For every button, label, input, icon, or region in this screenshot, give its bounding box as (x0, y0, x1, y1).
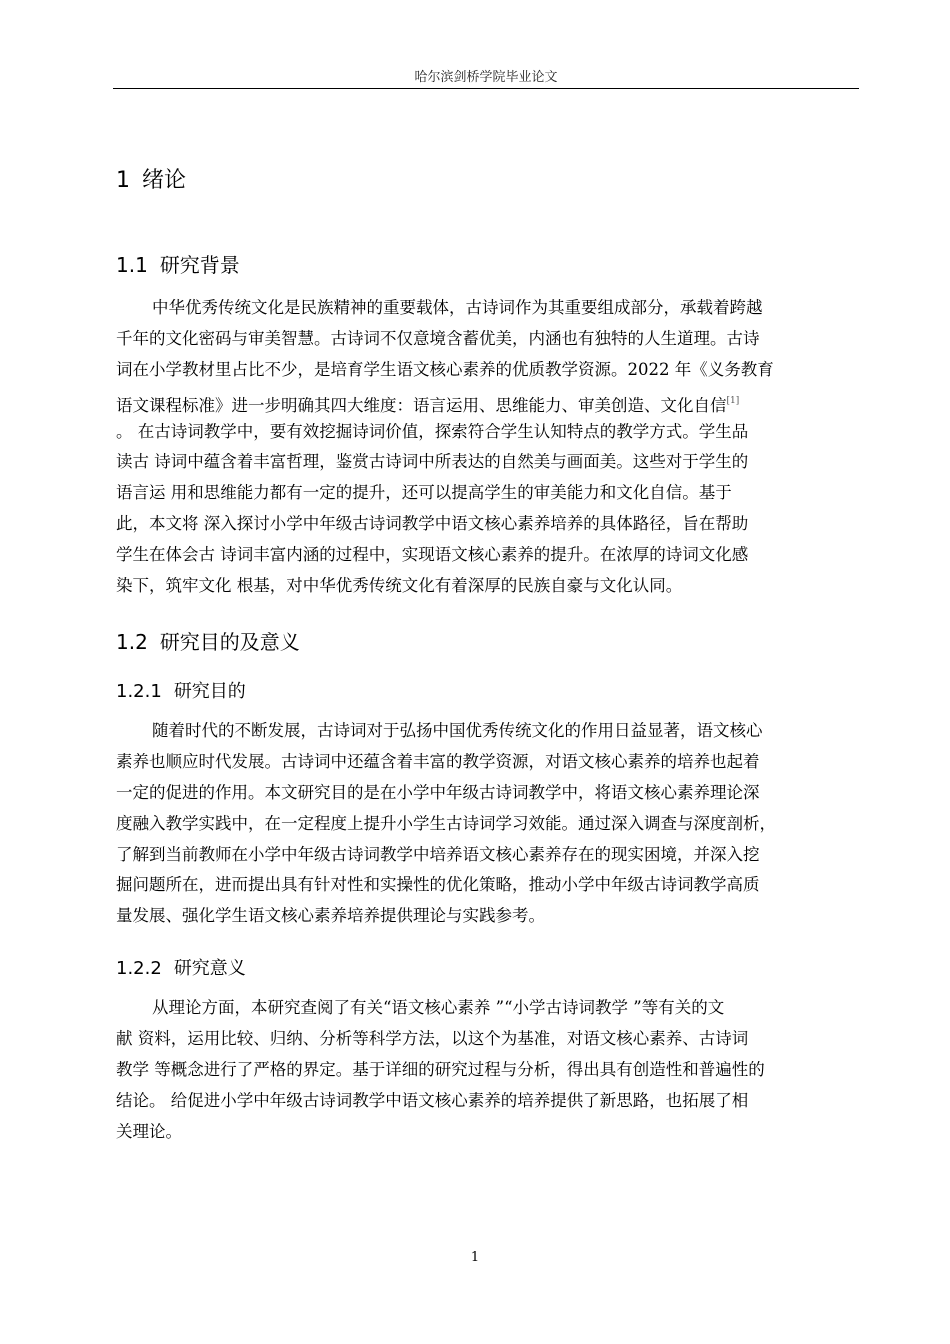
paragraph-research-background (116, 293, 864, 602)
text-line: 关理论。 (116, 1121, 182, 1141)
citation-ref: [1] (726, 395, 740, 406)
text-line: 染下，筑牢文化 根基，对中华优秀传统文化有着深厚的民族自豪与文化认同。 (116, 576, 683, 596)
subsection-number: 1.2.2 (116, 958, 162, 979)
text-line: 。 在古诗词教学中，要有效挖掘诗词价值，探索符合学生认知特点的教学方式。学生品 (116, 421, 749, 441)
text-line-with-citation (116, 386, 864, 417)
text-line: 教学 等概念进行了严格的界定。基于详细的研究过程与分析，得出具有创造性和普遍性的 (116, 1059, 765, 1079)
text-line: 素养也顺应时代发展。古诗词中还蕴含着丰富的教学资源，对语文核心素养的培养也起着 (116, 751, 760, 771)
paragraph-research-purpose (116, 716, 864, 932)
text-line: 语文课程标准》进一步明确其四大维度：语言运用、思维能力、审美创造、文化自信 (116, 395, 727, 415)
text-line: 中华优秀传统文化是民族精神的重要载体，古诗词作为其重要组成部分，承载着跨越 (152, 298, 763, 317)
header-rule (113, 88, 859, 89)
subsection-title: 研究意义 (173, 958, 246, 979)
text-line: 千年的文化密码与审美智慧。古诗词不仅意境含蓄优美，内涵也有独特的人生道理。古诗 (116, 328, 760, 348)
text-line: 从理论方面，本研究查阅了有关“语文核心素养 ”“小学古诗词教学 ”等有关的文 (152, 998, 725, 1017)
text-line: 此，本文将 深入探讨小学中年级古诗词教学中语文核心素养培养的具体路径，旨在帮助 (116, 514, 749, 534)
chapter-title: 绪论 (142, 168, 187, 193)
subsection-heading-1-2-1 (116, 677, 246, 703)
text-line: 语言运 用和思维能力都有一定的提升，还可以提高学生的审美能力和文化自信。基于 (116, 483, 732, 503)
text-line: 掘问题所在，进而提出具有针对性和实操性的优化策略，推动小学中年级古诗词教学高质 (116, 875, 760, 895)
text-line: 献 资料，运用比较、归纳、分析等科学方法，以这个为基准，对语文核心素养、古诗词 (116, 1028, 749, 1048)
subsection-heading-1-2-2 (116, 954, 246, 980)
text-line: 随着时代的不断发展，古诗词对于弘扬中国优秀传统文化的作用日益显著，语文核心 (152, 721, 763, 740)
section-heading-1-2 (116, 626, 300, 655)
chapter-heading (116, 163, 186, 194)
running-header: 哈尔滨剑桥学院毕业论文 (414, 70, 558, 85)
text-line: 了解到当前教师在小学中年级古诗词教学中培养语文核心素养存在的现实困境，并深入挖 (116, 844, 760, 864)
subsection-title: 研究目的 (173, 681, 246, 702)
text-line: 词在小学教材里占比不少，是培育学生语文核心素养的优质教学资源。2022 年《义务教育 (116, 359, 774, 379)
text-line: 读古 诗词中蕴含着丰富哲理，鉴赏古诗词中所表达的自然美与画面美。这些对于学生的 (116, 452, 749, 472)
section-number: 1.1 (116, 253, 148, 277)
paragraph-research-significance (116, 993, 864, 1147)
section-title: 研究背景 (159, 253, 240, 277)
text-line: 结论。 给促进小学中年级古诗词教学中语文核心素养的培养提供了新思路，也拓展了相 (116, 1090, 749, 1110)
section-heading-1-1 (116, 249, 240, 278)
section-number: 1.2 (116, 630, 148, 654)
page-number: 1 (470, 1250, 480, 1265)
text-line: 量发展、强化学生语文核心素养培养提供理论与实践参考。 (116, 906, 545, 926)
text-line: 学生在体会古 诗词丰富内涵的过程中，实现语文核心素养的提升。在浓厚的诗词文化感 (116, 545, 749, 565)
chapter-number: 1 (116, 168, 130, 193)
text-line: 度融入教学实践中，在一定程度上提升小学生古诗词学习效能。通过深入调查与深度剖析， (116, 813, 776, 833)
text-line: 一定的促进的作用。本文研究目的是在小学中年级古诗词教学中，将语文核心素养理论深 (116, 782, 760, 802)
subsection-number: 1.2.1 (116, 681, 162, 702)
section-title: 研究目的及意义 (159, 630, 300, 654)
